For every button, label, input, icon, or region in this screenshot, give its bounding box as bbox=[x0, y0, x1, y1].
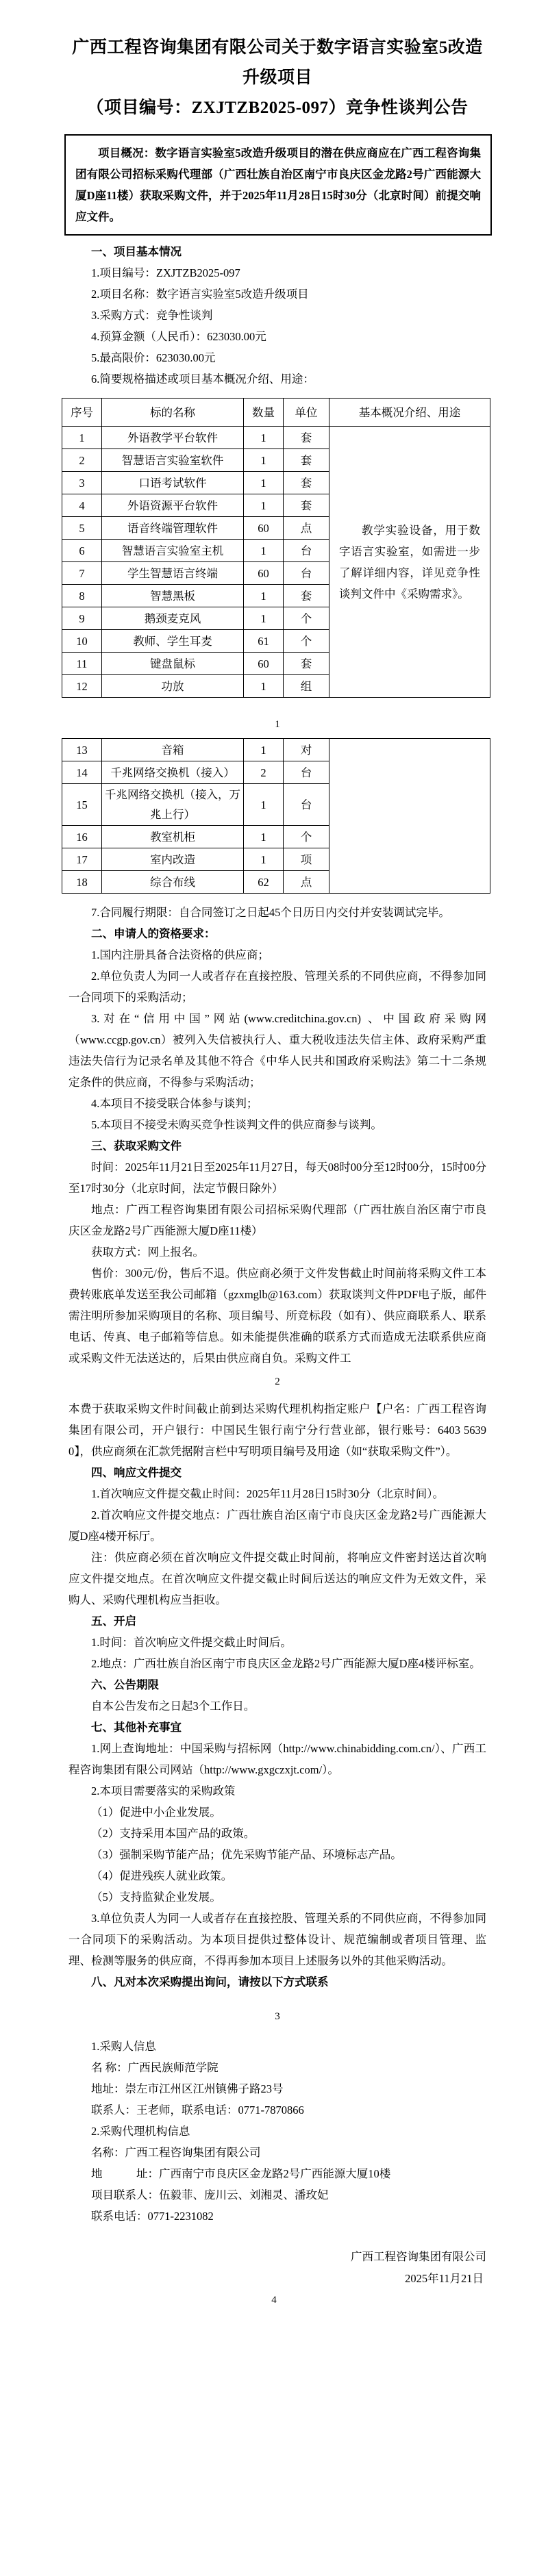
paragraph: 2.首次响应文件提交地点：广西壮族自治区南宁市良庆区金龙路2号广西能源大厦D座4楼开标厅。 bbox=[68, 1508, 486, 1543]
table-cell: 12 bbox=[62, 675, 102, 698]
section-heading: 八、凡对本次采购提出询问，请按以下方式联系 bbox=[91, 1975, 329, 1988]
page-number: 2 bbox=[275, 1376, 280, 1387]
section-heading: 三、获取采购文件 bbox=[91, 1139, 182, 1152]
paragraph: 2.采购代理机构信息 bbox=[91, 2125, 190, 2138]
table-cell: 室内改造 bbox=[102, 848, 244, 871]
paragraph: 项目联系人：伍毅菲、庞川云、刘湘灵、潘玫妃 bbox=[91, 2188, 329, 2201]
table-note-cell: 教学实验设备，用于数字语言实验室，如需进一步了解详细内容，详见竞争性谈判文件中《采购需求》。 bbox=[329, 427, 490, 698]
table-cell: 1 bbox=[244, 784, 284, 826]
table-cell: 鹅颈麦克风 bbox=[102, 607, 244, 630]
table-cell: 1 bbox=[244, 607, 284, 630]
table-cell: 功放 bbox=[102, 675, 244, 698]
table-cell: 61 bbox=[244, 630, 284, 653]
table-cell: 15 bbox=[62, 784, 102, 826]
intro-section bbox=[68, 241, 486, 390]
table-cell: 外语资源平台软件 bbox=[102, 494, 244, 517]
table-cell: 1 bbox=[244, 585, 284, 607]
table-cell: 键盘鼠标 bbox=[102, 653, 244, 675]
paragraph: 1.国内注册具备合法资格的供应商； bbox=[91, 948, 269, 961]
table-cell: 台 bbox=[284, 784, 329, 826]
table-cell: 智慧黑板 bbox=[102, 585, 244, 607]
table-cell: 60 bbox=[244, 562, 284, 585]
table-cell: 套 bbox=[284, 653, 329, 675]
contact-section bbox=[68, 2036, 486, 2227]
column-header: 基本概况介绍、用途 bbox=[329, 399, 490, 427]
table-cell: 1 bbox=[244, 449, 284, 472]
paragraph: 1.采购人信息 bbox=[91, 2040, 156, 2053]
submission-section bbox=[68, 1398, 486, 1993]
page-number: 1 bbox=[275, 719, 280, 730]
table-cell: 11 bbox=[62, 653, 102, 675]
paragraph: 名称：广西工程咨询集团有限公司 bbox=[91, 2146, 261, 2159]
signature-block bbox=[68, 2246, 486, 2290]
paragraph: 1.网上查询地址：中国采购与招标网（http://www.chinabidding.com.cn/）、广西工程咨询集团有限公司网站（http://www.gxgczxjt.com/）。 bbox=[68, 1742, 486, 1776]
table-cell: 1 bbox=[244, 427, 284, 449]
column-header: 单位 bbox=[284, 399, 329, 427]
table-cell: 个 bbox=[284, 607, 329, 630]
column-header: 数量 bbox=[244, 399, 284, 427]
column-header: 序号 bbox=[62, 399, 102, 427]
paragraph: 3.单位负责人为同一人或者存在直接控股、管理关系的不同供应商，不得参加同一合同项下的采购活动。为本项目提供过整体设计、规范编制或者项目管理、监理、检测等服务的供应商，不得再参加本项目上述服务以外的其他采购活动。 bbox=[68, 1912, 486, 1967]
title-line-2: （项目编号：ZXJTZB2025-097）竞争性谈判公告 bbox=[86, 99, 469, 117]
table-cell: 点 bbox=[284, 871, 329, 894]
table-cell: 套 bbox=[284, 427, 329, 449]
table-cell: 2 bbox=[62, 449, 102, 472]
page-number: 4 bbox=[271, 2295, 277, 2306]
paragraph: 2.项目名称：数字语言实验室5改造升级项目 bbox=[91, 288, 309, 301]
table-cell: 1 bbox=[244, 494, 284, 517]
paragraph: 售价：300元/份，售后不退。供应商必须于文件发售截止时间前将采购文件工本费转账底单发送至我公司邮箱（gzxmglb@163.com）获取谈判文件PDF电子版，邮件需注明所参加采购项目的名称、项目编号、所竞标段（如有）、供应商联系人、联系电话、传真、电子邮箱等信息。如未能提供准确的联系方式而造成无法联系供应商或采购文件无法送达的，后果由供应商自负。采购文件工 bbox=[68, 1267, 486, 1365]
table-cell: 1 bbox=[62, 427, 102, 449]
paragraph: 获取方式：网上报名。 bbox=[91, 1246, 204, 1259]
table-cell: 音箱 bbox=[102, 739, 244, 761]
table-cell: 套 bbox=[284, 449, 329, 472]
page-title bbox=[68, 33, 486, 123]
paragraph: （2）支持采用本国产品的政策。 bbox=[91, 1827, 256, 1840]
table-cell: 外语教学平台软件 bbox=[102, 427, 244, 449]
paragraph: 2.地点：广西壮族自治区南宁市良庆区金龙路2号广西能源大厦D座4楼评标室。 bbox=[91, 1657, 481, 1670]
table-cell: 7 bbox=[62, 562, 102, 585]
paragraph: 4.预算金额（人民币）：623030.00元 bbox=[91, 330, 266, 343]
signature-company: 广西工程咨询集团有限公司 bbox=[351, 2250, 486, 2263]
table-cell: 教室机柜 bbox=[102, 826, 244, 848]
table-cell: 13 bbox=[62, 739, 102, 761]
paragraph: 1.项目编号：ZXJTZB2025-097 bbox=[91, 266, 240, 279]
table-cell: 2 bbox=[244, 761, 284, 784]
paragraph: 自本公告发布之日起3个工作日。 bbox=[91, 1700, 256, 1713]
table-cell: 台 bbox=[284, 540, 329, 562]
paragraph: 时间：2025年11月21日至2025年11月27日，每天08时00分至12时00分，15时00分至17时30分（北京时间，法定节假日除外） bbox=[68, 1161, 486, 1195]
paragraph: 6.简要规格描述或项目基本概况介绍、用途： bbox=[91, 372, 314, 386]
paragraph: 地点：广西工程咨询集团有限公司招标采购代理部（广西壮族自治区南宁市良庆区金龙路2号广西能源大厦D座11楼） bbox=[68, 1203, 486, 1237]
paragraph: 1.首次响应文件提交截止时间：2025年11月28日15时30分（北京时间）。 bbox=[91, 1487, 445, 1500]
table-cell: 个 bbox=[284, 826, 329, 848]
table-header-row bbox=[62, 399, 490, 427]
signature-date: 2025年11月21日 bbox=[405, 2272, 484, 2285]
table-cell: 17 bbox=[62, 848, 102, 871]
paragraph: 本费于获取采购文件时间截止前到达采购代理机构指定账户【户名：广西工程咨询集团有限公司，开户银行：中国民生银行南宁分行营业部，银行账号：6403 5639 0】，供应商须在汇款凭据附言栏中写明项目编号及用途（如“获取采购文件”）。 bbox=[68, 1402, 486, 1458]
paragraph: 地址：崇左市江州区江州镇佛子路23号 bbox=[91, 2082, 284, 2095]
table-cell: 语音终端管理软件 bbox=[102, 517, 244, 540]
section-heading: 一、项目基本情况 bbox=[91, 245, 182, 258]
project-overview-box: 项目概况：数字语言实验室5改造升级项目的潜在供应商应在广西工程咨询集团有限公司招标采购代理部（广西壮族自治区南宁市良庆区金龙路2号广西能源大厦D座11楼）获取采购文件，并于2025年11月28日15时30分（北京时间）前提交响应文件。 bbox=[64, 134, 492, 236]
table-cell: 1 bbox=[244, 540, 284, 562]
table-cell: 1 bbox=[244, 472, 284, 494]
section-heading: 七、其他补充事宜 bbox=[91, 1721, 182, 1734]
section-heading: 二、申请人的资格要求： bbox=[91, 927, 216, 940]
table-cell: 1 bbox=[244, 739, 284, 761]
requirements-section bbox=[68, 902, 486, 1369]
table-cell: 套 bbox=[284, 494, 329, 517]
column-header: 标的名称 bbox=[102, 399, 244, 427]
items-table-part1 bbox=[62, 398, 490, 698]
table-cell: 智慧语言实验室主机 bbox=[102, 540, 244, 562]
paragraph: 联系电话：0771-2231082 bbox=[91, 2210, 214, 2223]
table-row bbox=[62, 427, 490, 449]
paragraph: 联系人：王老师，联系电话：0771-7870866 bbox=[91, 2104, 304, 2117]
paragraph: 4.本项目不接受联合体参与谈判； bbox=[91, 1097, 258, 1110]
paragraph: （4）促进残疾人就业政策。 bbox=[91, 1869, 233, 1882]
table-cell: 个 bbox=[284, 630, 329, 653]
paragraph: 5.本项目不接受未购买竞争性谈判文件的供应商参与谈判。 bbox=[91, 1118, 382, 1131]
paragraph: （3）强制采购节能产品；优先采购节能产品、环境标志产品。 bbox=[91, 1848, 402, 1861]
paragraph: （5）支持监狱企业发展。 bbox=[91, 1891, 221, 1904]
table-note-cell bbox=[329, 739, 490, 894]
table-cell: 口语考试软件 bbox=[102, 472, 244, 494]
paragraph: 名 称：广西民族师范学院 bbox=[91, 2061, 219, 2074]
table-cell: 16 bbox=[62, 826, 102, 848]
table-cell: 62 bbox=[244, 871, 284, 894]
table-cell: 套 bbox=[284, 472, 329, 494]
table-cell: 10 bbox=[62, 630, 102, 653]
table-cell: 对 bbox=[284, 739, 329, 761]
table-cell: 1 bbox=[244, 848, 284, 871]
paragraph: 1.时间：首次响应文件提交截止时间后。 bbox=[91, 1636, 292, 1649]
table-cell: 60 bbox=[244, 517, 284, 540]
table-cell: 3 bbox=[62, 472, 102, 494]
table-cell: 5 bbox=[62, 517, 102, 540]
table-row bbox=[62, 739, 490, 761]
paragraph: 3.对在“信用中国”网站(www.creditchina.gov.cn) 、中国政府采购网（www.ccgp.gov.cn）被列入失信被执行人、重大税收违法失信主体、政府采购严重违法失信行为记录名单及其他不符合《中华人民共和国政府采购法》第二十二条规定条件的供应商，不得参与采购活动； bbox=[68, 1012, 486, 1089]
table-cell: 14 bbox=[62, 761, 102, 784]
table-cell: 千兆网络交换机（接入，万兆上行） bbox=[102, 784, 244, 826]
table-cell: 点 bbox=[284, 517, 329, 540]
section-heading: 五、开启 bbox=[91, 1615, 136, 1628]
table-cell: 台 bbox=[284, 562, 329, 585]
table-cell: 9 bbox=[62, 607, 102, 630]
paragraph: 2.本项目需要落实的采购政策 bbox=[91, 1784, 236, 1797]
table-cell: 学生智慧语言终端 bbox=[102, 562, 244, 585]
paragraph: 地 址：广西南宁市良庆区金龙路2号广西能源大厦10楼 bbox=[91, 2167, 391, 2180]
table-cell: 组 bbox=[284, 675, 329, 698]
table-cell: 1 bbox=[244, 675, 284, 698]
paragraph: 2.单位负责人为同一人或者存在直接控股、管理关系的不同供应商，不得参加同一合同项下的采购活动； bbox=[68, 970, 486, 1004]
paragraph: 3.采购方式：竞争性谈判 bbox=[91, 309, 213, 322]
table-cell: 8 bbox=[62, 585, 102, 607]
section-heading: 六、公告期限 bbox=[91, 1678, 159, 1691]
paragraph: 注：供应商必须在首次响应文件提交截止时间前，将响应文件密封送达首次响应文件提交地点。在首次响应文件提交截止时间后送达的响应文件为无效文件，采购人、采购代理机构应当拒收。 bbox=[68, 1551, 486, 1606]
table-cell: 4 bbox=[62, 494, 102, 517]
table-cell: 综合布线 bbox=[102, 871, 244, 894]
paragraph: 7.合同履行期限：自合同签订之日起45个日历日内交付并安装调试完毕。 bbox=[91, 906, 450, 919]
section-heading: 四、响应文件提交 bbox=[91, 1466, 182, 1479]
items-table-part2 bbox=[62, 738, 490, 894]
paragraph: 5.最高限价：623030.00元 bbox=[91, 351, 216, 364]
table-cell: 智慧语言实验室软件 bbox=[102, 449, 244, 472]
table-cell: 1 bbox=[244, 826, 284, 848]
paragraph: （1）促进中小企业发展。 bbox=[91, 1806, 221, 1819]
table-cell: 套 bbox=[284, 585, 329, 607]
table-cell: 18 bbox=[62, 871, 102, 894]
table-cell: 项 bbox=[284, 848, 329, 871]
page-number: 3 bbox=[275, 2011, 280, 2022]
title-line-1: 广西工程咨询集团有限公司关于数字语言实验室5改造升级项目 bbox=[72, 38, 483, 87]
table-cell: 教师、学生耳麦 bbox=[102, 630, 244, 653]
table-cell: 台 bbox=[284, 761, 329, 784]
table-cell: 6 bbox=[62, 540, 102, 562]
table-cell: 60 bbox=[244, 653, 284, 675]
table-cell: 千兆网络交换机（接入） bbox=[102, 761, 244, 784]
